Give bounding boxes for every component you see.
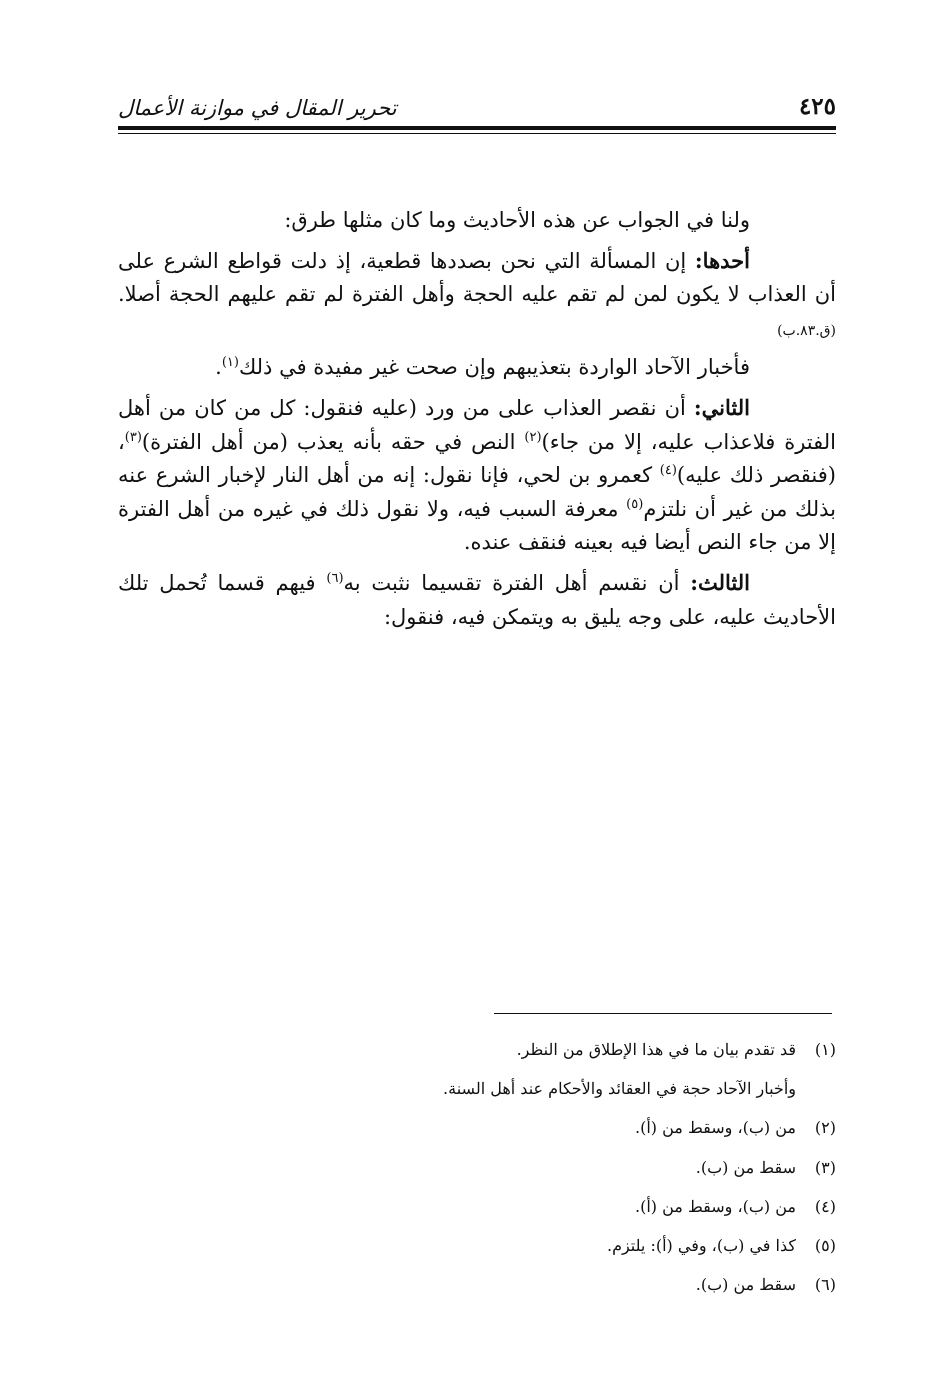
footnote-continuation: وأخبار الآحاد حجة في العقائد والأحكام عند أهل السنة. — [443, 1079, 796, 1099]
intro-paragraph: ولنا في الجواب عن هذه الأحاديث وما كان مثلها طرق: — [284, 208, 750, 232]
third-method-paragraph: الثالث: أن نقسم أهل الفترة تقسيما نثبت به$^{(٦)}$ فيهم قسما تُحمل تلك الأحاديث عليه، على وجه يليق به ويتمكن فيه، فنقول: — [118, 569, 836, 629]
first-method-lead: أحدها: — [694, 247, 750, 273]
footnote-ref: (٤) — [659, 463, 677, 479]
running-title: تحرير المقال في موازنة الأعمال — [118, 96, 397, 120]
second-method-paragraph: الثاني: أن نقصر العذاب على من ورد (عليه فنقول: كل من كان من أهل الفترة فلاعذاب عليه، إلا من جاء)$^{(٢)}$ النص في حقه بأنه يعذب (من أهل الفترة)$^{(٣)}$، (فنقصر ذلك عليه)$^{(٤)}$ كعمرو بن لحي، فإنا نقول: إنه من أهل النار لإخبار الشرع عنه بذلك من غير أن نلتزم$^{(٥)}$ معرفة السبب فيه، ولا نقول ذلك في غيره من أهل الفترة إلا من جاء النص أيضا فيه بعينه فنقف عنده. — [118, 394, 836, 555]
page-number: ٤٢٥ — [798, 93, 836, 120]
header-rule — [118, 126, 836, 130]
first-method-paragraph: أحدها: إن المسألة التي نحن بصددها قطعية، إذ دلت قواطع الشرع على أن العذاب لا يكون لمن لم تقم عليه الحجة وأهل الفترة لم تقم عليهم الحجة أصلا. (ق.٨٣.ب) — [118, 247, 836, 339]
footnote-item: (٦)سقط من (ب). — [695, 1275, 836, 1295]
footnote-item: (٤)من (ب)، وسقط من (أ). — [635, 1196, 836, 1216]
footnote-separator — [494, 1013, 832, 1014]
footnote-ref: (٢) — [524, 429, 542, 445]
header-rule-thin — [118, 133, 836, 134]
footnote-ref: (٥) — [626, 496, 644, 512]
footnotes — [200, 1030, 836, 1304]
third-method-lead: الثالث: — [690, 569, 751, 595]
footnote-ref: (٣) — [124, 429, 142, 445]
footnote-item: (٢)من (ب)، وسقط من (أ). — [635, 1118, 836, 1138]
footnote-item: (١)قد تقدم بيان ما في هذا الإطلاق من النظر. — [516, 1040, 836, 1059]
second-method-lead: الثاني: — [693, 394, 750, 420]
footnote-item: (٣)سقط من (ب). — [695, 1157, 836, 1177]
conclusion-paragraph: فأخبار الآحاد الواردة بتعذيبهم وإن صحت غير مفيدة في ذلك$^{(١)}$. — [215, 355, 750, 380]
manuscript-ref: (ق.٨٣.ب) — [777, 322, 836, 339]
page-header — [118, 86, 836, 120]
footnote-ref: (٦) — [326, 570, 344, 586]
body-text — [118, 204, 836, 640]
footnote-item: (٥)كذا في (ب)، وفي (أ): يلتزم. — [606, 1235, 836, 1255]
footnote-ref: (١) — [221, 355, 239, 371]
